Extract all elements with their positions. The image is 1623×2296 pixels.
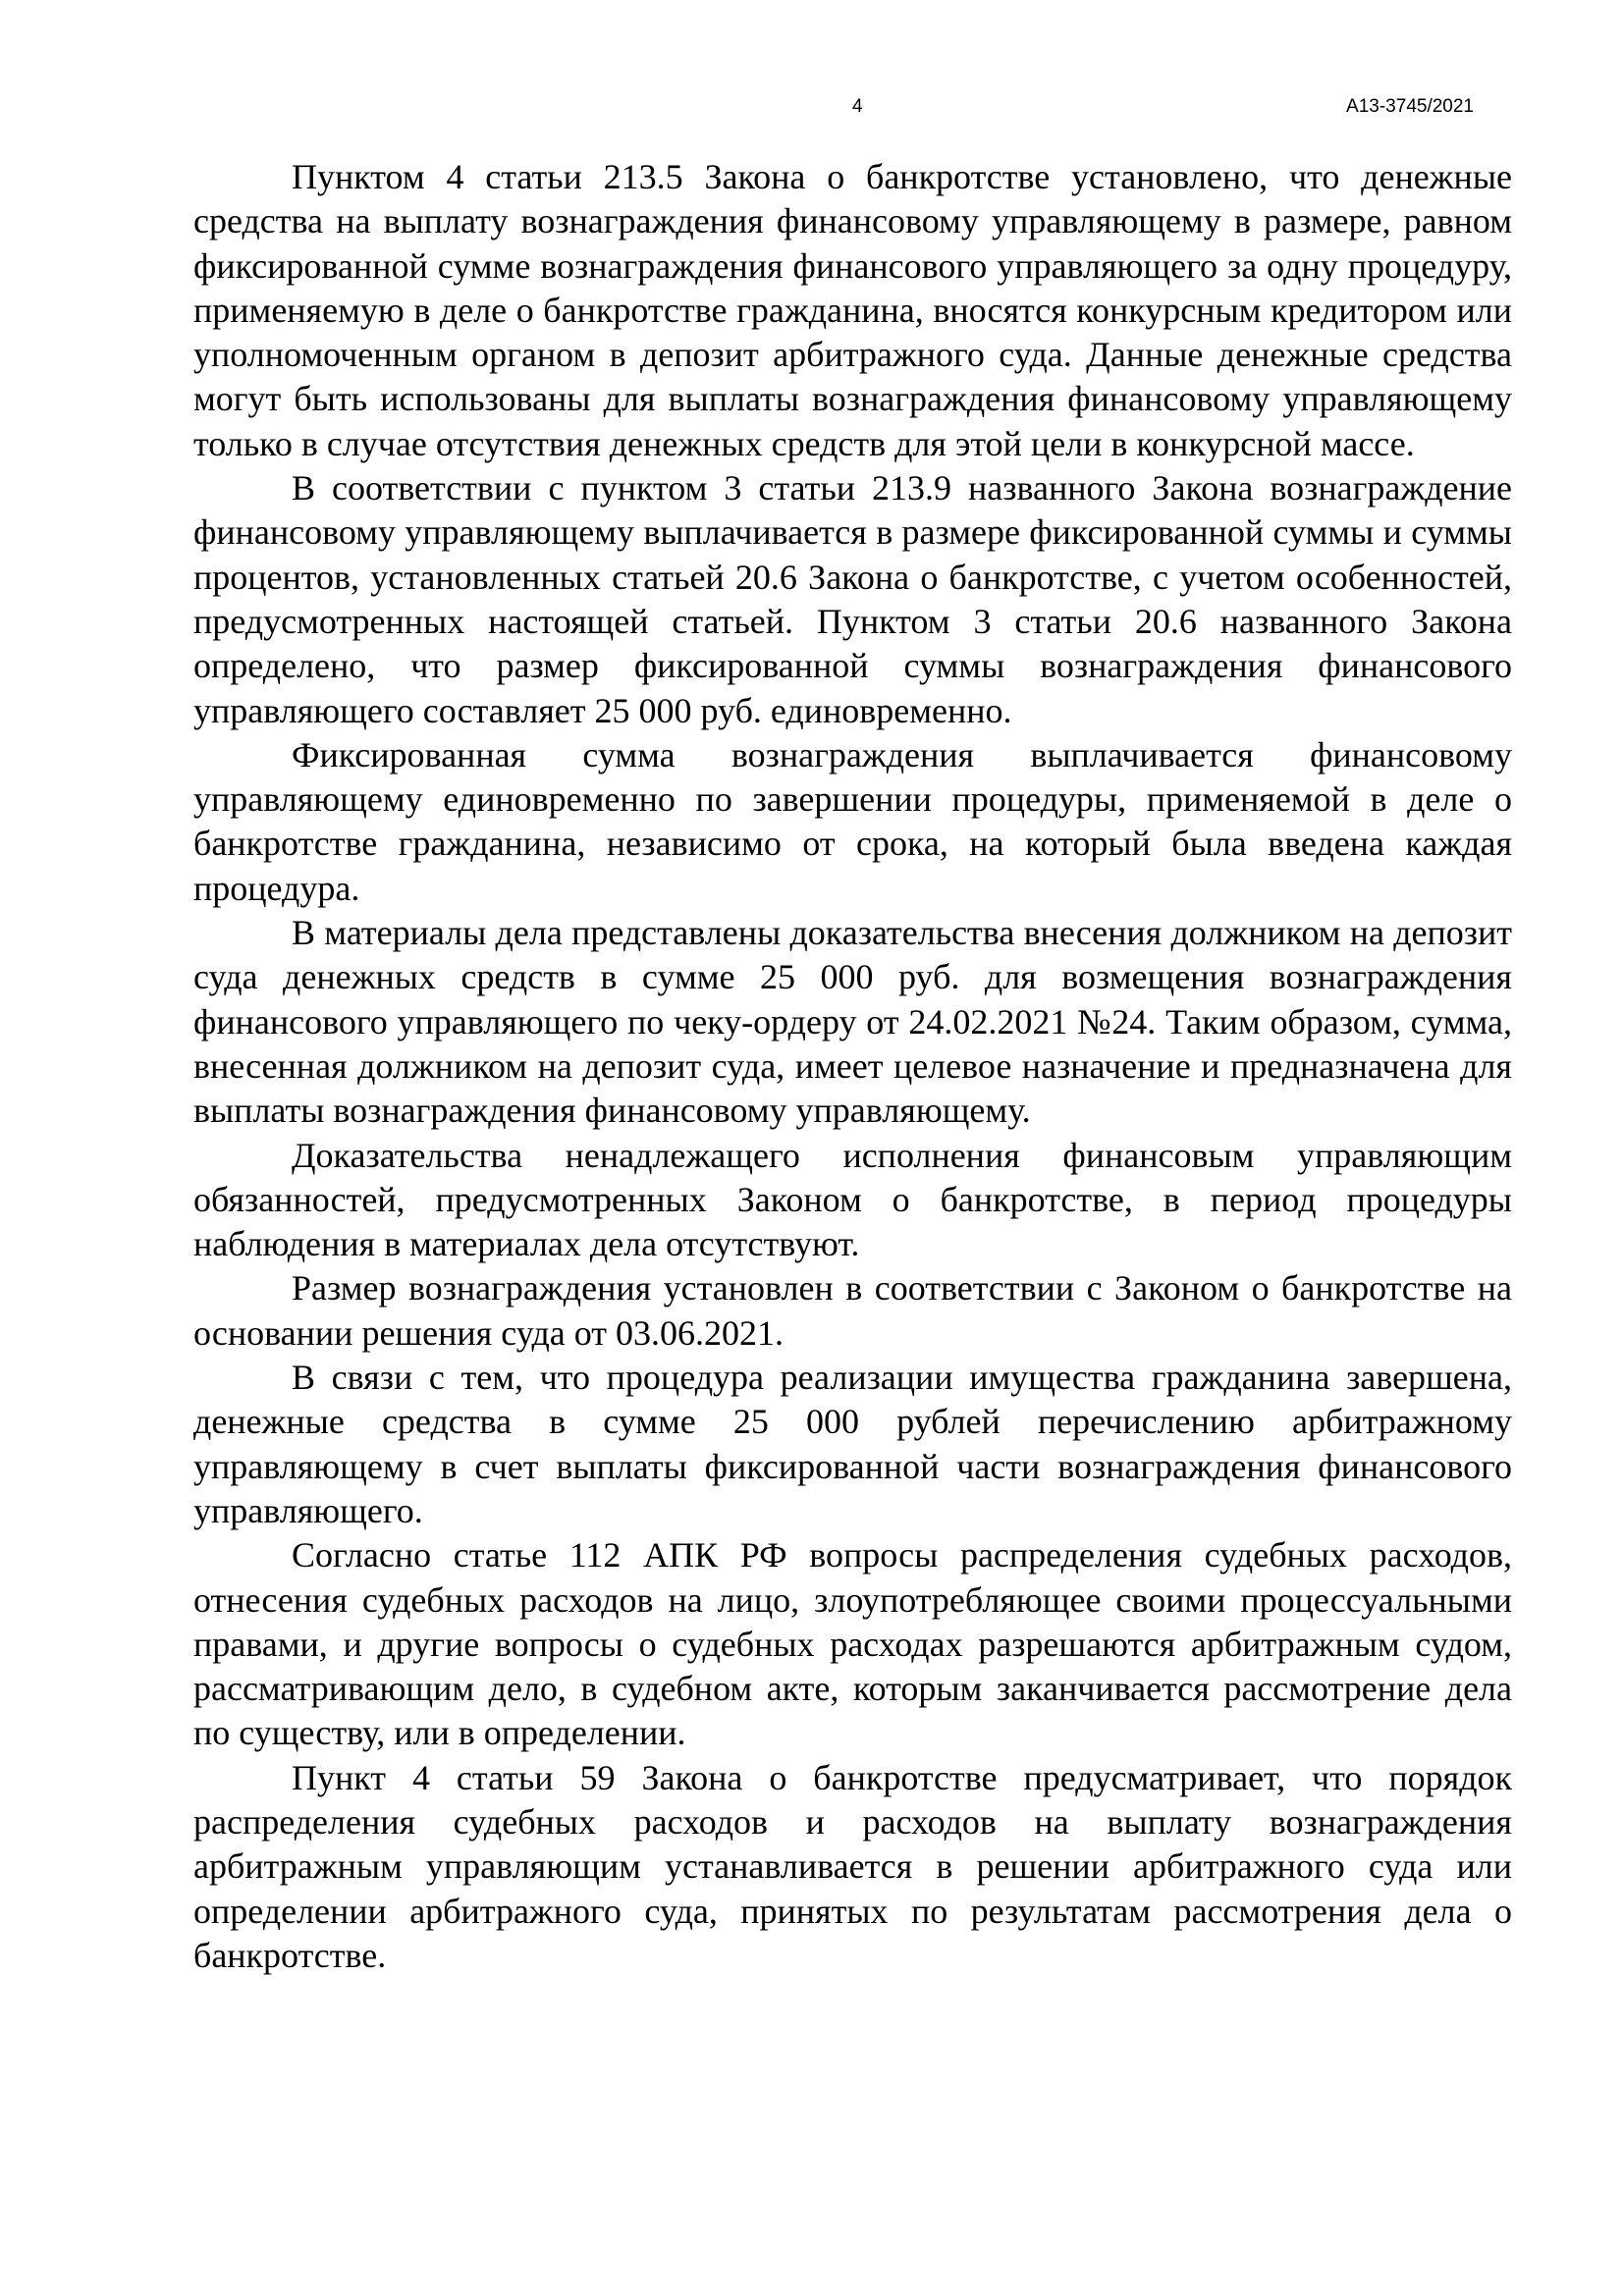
paragraph-1: Пунктом 4 статьи 213.5 Закона о банкротстве установлено, что денежные средства на выплату вознаграждения финансовому управляющему в размере, равном фиксированной сумме вознаграждения финансового управляющего за одну процедуру, применяемую в деле о банкротстве гражданина, вносятся конкурсным кредитором или уполномоченным органом в депозит арбитражного суда. Данные денежные средства могут быть использованы для выплаты вознаграждения финансовому управляющему только в случае отсутствия денежных средств для этой цели в конкурсной массе. [193, 157, 1512, 463]
page-header [0, 96, 1623, 126]
document-body [193, 155, 1512, 1978]
case-number: А13-3745/2021 [1346, 96, 1474, 117]
paragraph-6: Размер вознаграждения установлен в соответствии с Законом о банкротстве на основании решения суда от 03.06.2021. [193, 1268, 1512, 1353]
paragraph-8: Согласно статье 112 АПК РФ вопросы распределения судебных расходов, отнесения судебных расходов на лицо, злоупотребляющее своими процессуальными правами, и другие вопросы о судебных расходах разрешаются арбитражным судом, рассматривающим дело, в судебном акте, которым заканчивается рассмотрение дела по существу, или в определении. [193, 1535, 1512, 1753]
paragraph-3: Фиксированная сумма вознаграждения выплачивается финансовому управляющему единовременно по завершении процедуры, применяемой в деле о банкротстве гражданина, независимо от срока, на который была введена каждая процедура. [193, 734, 1512, 908]
page-number: 4 [852, 96, 863, 117]
paragraph-9: Пункт 4 статьи 59 Закона о банкротстве предусматривает, что порядок распределения судебных расходов и расходов на выплату вознаграждения арбитражным управляющим устанавливается в решении арбитражного суда или определении арбитражного суда, принятых по результатам рассмотрения дела о банкротстве. [193, 1757, 1512, 1975]
paragraph-2: В соответствии с пунктом 3 статьи 213.9 названного Закона вознаграждение финансовому управляющему выплачивается в размере фиксированной суммы и суммы процентов, установленных статьей 20.6 Закона о банкротстве, с учетом особенностей, предусмотренных настоящей статьей. Пунктом 3 статьи 20.6 названного Закона определено, что размер фиксированной суммы вознаграждения финансового управляющего составляет 25 000 руб. единовременно. [193, 468, 1512, 730]
paragraph-5: Доказательства ненадлежащего исполнения финансовым управляющим обязанностей, предусмотренных Законом о банкротстве, в период процедуры наблюдения в материалах дела отсутствуют. [193, 1135, 1512, 1264]
paragraph-4: В материалы дела представлены доказательства внесения должником на депозит суда денежных средств в сумме 25 000 руб. для возмещения вознаграждения финансового управляющего по чеку-ордеру от 24.02.2021 №24. Таким образом, сумма, внесенная должником на депозит суда, имеет целевое назначение и предназначена для выплаты вознаграждения финансовому управляющему. [193, 913, 1512, 1131]
paragraph-7: В связи с тем, что процедура реализации имущества гражданина завершена, денежные средства в сумме 25 000 рублей перечислению арбитражному управляющему в счет выплаты фиксированной части вознаграждения финансового управляющего. [193, 1358, 1512, 1530]
